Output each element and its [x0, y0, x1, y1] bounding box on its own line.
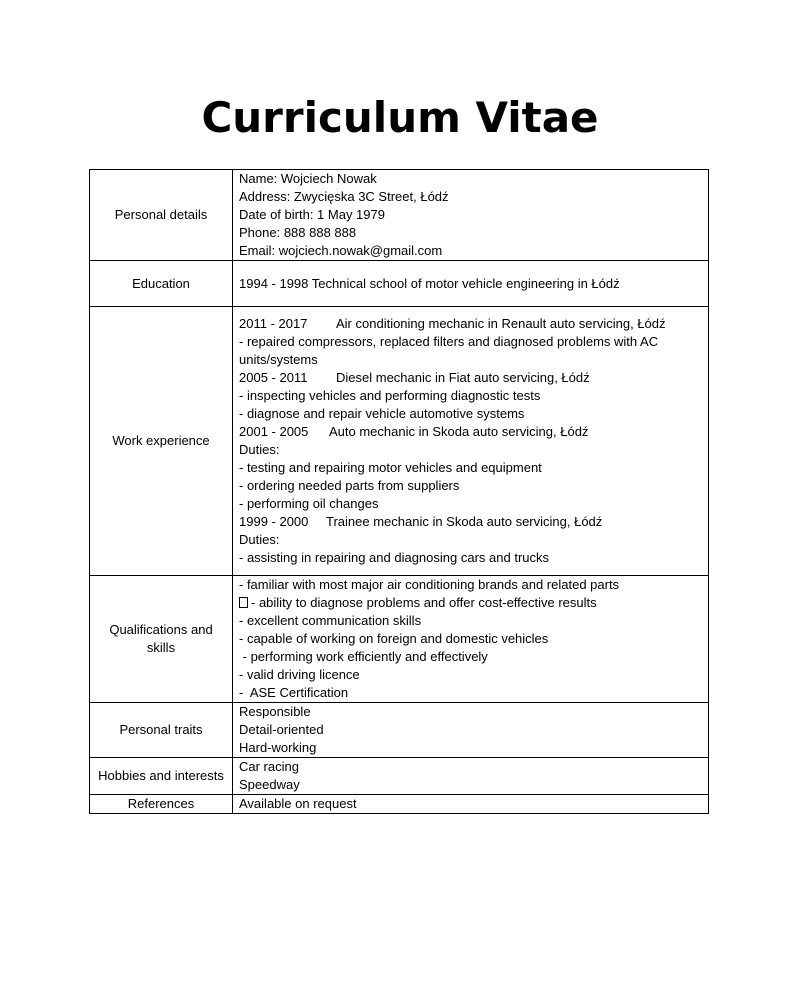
row-work-experience — [90, 307, 709, 576]
skill-item: - performing work efficiently and effectively — [239, 649, 488, 664]
job-detail: - ordering needed parts from suppliers — [239, 478, 460, 493]
work-experience-content — [233, 307, 709, 576]
job-detail: - diagnose and repair vehicle automotive systems — [239, 406, 525, 421]
document-title: Curriculum Vitae — [201, 93, 599, 142]
job-title: Auto mechanic in Skoda auto servicing, Łódź — [329, 424, 589, 439]
personal-phone: Phone: 888 888 888 — [239, 225, 357, 240]
job-period: 2011 - 2017 — [239, 316, 308, 331]
missing-glyph-icon — [239, 597, 248, 608]
job-title: Air conditioning mechanic in Renault auto servicing, Łódź — [336, 316, 666, 331]
job-period: 1999 - 2000 — [239, 514, 309, 529]
job-heading — [239, 513, 702, 531]
personal-email: Email: wojciech.nowak@gmail.com — [239, 243, 443, 258]
trait-item: Hard-working — [239, 740, 317, 755]
skill-item: - familiar with most major air conditioning brands and related parts — [239, 577, 620, 592]
job-detail: - testing and repairing motor vehicles and equipment — [239, 460, 542, 475]
skill-item: - capable of working on foreign and domestic vehicles — [239, 631, 549, 646]
personal-details-content — [233, 170, 709, 261]
skill-item: - ability to diagnose problems and offer cost-effective results — [251, 595, 597, 610]
label-personal-traits: Personal traits — [90, 703, 233, 758]
job-heading — [239, 369, 702, 387]
personal-name: Name: Wojciech Nowak — [239, 171, 377, 186]
job-detail: - assisting in repairing and diagnosing cars and trucks — [239, 550, 550, 565]
job-title: Diesel mechanic in Fiat auto servicing, Łódź — [336, 370, 590, 385]
education-content — [233, 261, 709, 307]
job-detail: - inspecting vehicles and performing diagnostic tests — [239, 388, 541, 403]
hobby-item: Speedway — [239, 777, 300, 792]
label-qualifications: Qualifications and skills — [90, 576, 233, 703]
job-detail: - performing oil changes — [239, 496, 379, 511]
personal-traits-content — [233, 703, 709, 758]
row-personal-details — [90, 170, 709, 261]
trait-item: Detail-oriented — [239, 722, 324, 737]
references-entry: Available on request — [239, 796, 357, 811]
hobbies-content — [233, 758, 709, 795]
skill-item: - valid driving licence — [239, 667, 360, 682]
education-entry: 1994 - 1998 Technical school of motor vehicle engineering in Łódź — [239, 275, 620, 291]
job-period: 2001 - 2005 — [239, 424, 309, 439]
row-education — [90, 261, 709, 307]
row-references — [90, 795, 709, 814]
hobby-item: Car racing — [239, 759, 299, 774]
personal-birth-date: Date of birth: 1 May 1979 — [239, 207, 385, 222]
trait-item: Responsible — [239, 704, 311, 719]
job-detail: Duties: — [239, 442, 280, 457]
job-title: Trainee mechanic in Skoda auto servicing, Łódź — [326, 514, 603, 529]
qualifications-content — [233, 576, 709, 703]
row-qualifications — [90, 576, 709, 703]
skill-item: - excellent communication skills — [239, 613, 422, 628]
job-period: 2005 - 2011 — [239, 370, 308, 385]
cv-table — [89, 169, 709, 814]
label-work-experience: Work experience — [90, 307, 233, 576]
job-heading — [239, 423, 702, 441]
references-content — [233, 795, 709, 814]
skill-item: - ASE Certification — [239, 685, 349, 700]
job-detail: Duties: — [239, 532, 280, 547]
personal-address: Address: Zwycięska 3C Street, Łódź — [239, 189, 449, 204]
skill-item-with-glyph — [239, 594, 702, 612]
job-detail: - repaired compressors, replaced filters and diagnosed problems with AC units/systems — [239, 334, 662, 367]
label-references: References — [90, 795, 233, 814]
row-hobbies — [90, 758, 709, 795]
label-personal-details: Personal details — [90, 170, 233, 261]
label-education: Education — [90, 261, 233, 307]
job-heading — [239, 315, 702, 333]
label-hobbies: Hobbies and interests — [90, 758, 233, 795]
row-personal-traits — [90, 703, 709, 758]
